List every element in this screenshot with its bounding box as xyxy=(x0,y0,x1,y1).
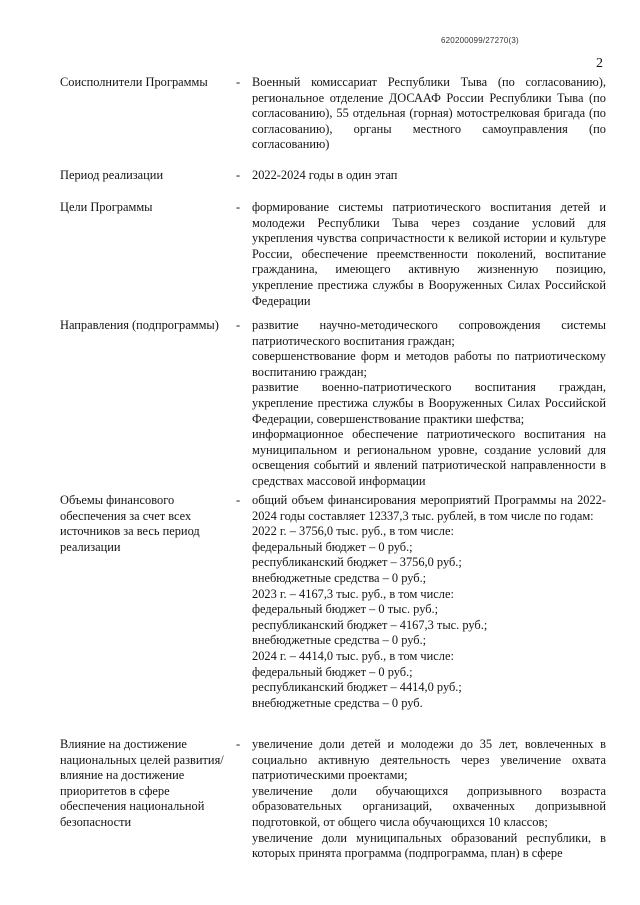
row-dash: - xyxy=(236,75,241,89)
row-dash: - xyxy=(236,737,241,751)
value-line: внебюджетные средства – 0 руб.; xyxy=(252,570,427,585)
value-line: 2023 г. – 4167,3 тыс. руб., в том числе: xyxy=(252,586,454,601)
row-dash: - xyxy=(236,168,241,182)
value-line: внебюджетные средства – 0 руб.; xyxy=(252,633,427,648)
row-dash: - xyxy=(236,200,241,214)
value-paragraph: 2022-2024 годы в один этап xyxy=(252,168,398,182)
value-paragraph: увеличение доли обучающихся допризывного возраста образовательных организаций, охваченных допризывной подготовкой, от общего числа обучающихся 10 классов; xyxy=(252,783,606,829)
value-paragraph: информационное обеспечение патриотического воспитания на муниципальном и региональном уровне, создание условий для освещения событий и явлений патриотической направленности в средствах массовой информации xyxy=(252,427,606,488)
value-line: внебюджетные средства – 0 руб. xyxy=(252,695,423,710)
value-line: 2022 г. – 3756,0 тыс. руб., в том числе: xyxy=(252,524,454,539)
value-line: федеральный бюджет – 0 тыс. руб.; xyxy=(252,602,439,617)
page-number: 2 xyxy=(596,56,603,71)
row-value xyxy=(252,168,606,184)
row-label: Цели Программы xyxy=(60,200,153,214)
row-value xyxy=(252,318,606,490)
value-line: 2024 г. – 4414,0 тыс. руб., в том числе: xyxy=(252,648,454,663)
row-label: Влияние на достижение национальных целей развития/влияние на достижение приоритетов в сфере обеспечения национальной безопасности xyxy=(60,737,224,829)
value-line: республиканский бюджет – 4167,3 тыс. руб.; xyxy=(252,617,488,632)
value-line: республиканский бюджет – 3756,0 руб.; xyxy=(252,555,462,570)
document-code: 620200099/27270(3) xyxy=(441,36,519,45)
row-label: Соисполнители Программы xyxy=(60,75,208,89)
value-paragraph: увеличение доли муниципальных образований республики, в которых принята программа (подпрограмма, план) в сфере xyxy=(252,830,606,861)
row-label: Объемы финансового обеспечения за счет всех источников за весь период реализации xyxy=(60,493,200,554)
row-value xyxy=(252,200,606,309)
value-paragraph: общий объем финансирования мероприятий Программы на 2022-2024 годы составляет 12337,3 тыс. рублей, в том числе по годам: xyxy=(252,493,606,523)
value-line: республиканский бюджет – 4414,0 руб.; xyxy=(252,680,462,695)
value-paragraph: формирование системы патриотического воспитания детей и молодежи Республики Тыва через создание условий для укрепления чувства сопричастности к великой истории и культуре России, обеспечение преемственности поколений, воспитание гражданина, имеющего активную жизненную позицию, укрепление престижа службы в Вооруженных Силах Российской Федерации xyxy=(252,200,606,308)
value-paragraph: увеличение доли детей и молодежи до 35 лет, вовлеченных в социально активную деятельность через увеличение охвата патриотическими проектами; xyxy=(252,737,606,783)
value-line: федеральный бюджет – 0 руб.; xyxy=(252,539,413,554)
row-dash: - xyxy=(236,318,241,332)
value-paragraph: развитие научно-методического сопровождения системы патриотического воспитания граждан; xyxy=(252,318,606,348)
value-line: федеральный бюджет – 0 руб.; xyxy=(252,664,413,679)
row-value xyxy=(252,493,606,711)
value-paragraph: совершенствование форм и методов работы по патриотическому воспитанию граждан; xyxy=(252,349,606,379)
value-paragraph: Военный комиссариат Республики Тыва (по согласованию), региональное отделение ДОСААФ России Республики Тыва (по согласованию), 55 отдельная (горная) мотострелковая бригада (по согласованию), органы местного самоуправления (по согласованию) xyxy=(252,75,606,152)
row-dash: - xyxy=(236,493,241,507)
value-paragraph: развитие военно-патриотического воспитания граждан, укрепление престижа службы в Вооруженных Силах Российской Федерации, совершенствование практики шефства; xyxy=(252,380,606,426)
row-label: Период реализации xyxy=(60,168,164,182)
row-value xyxy=(252,737,606,862)
row-label: Направления (подпрограммы) xyxy=(60,318,219,332)
row-value xyxy=(252,75,606,153)
